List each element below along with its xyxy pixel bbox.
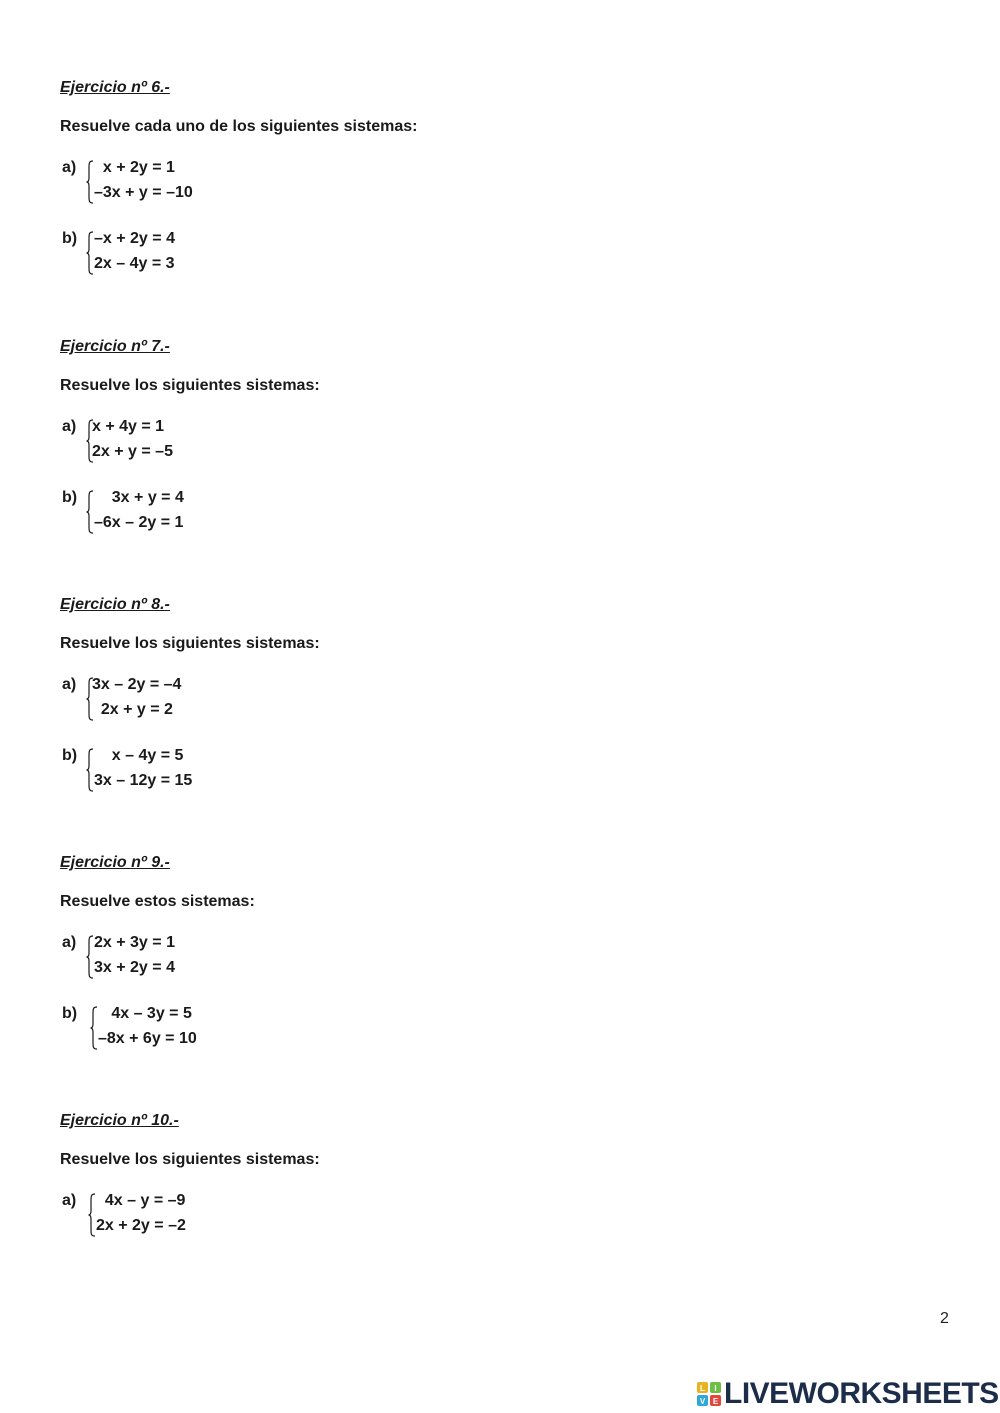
system-label: b) bbox=[62, 230, 78, 247]
system-label: b) bbox=[62, 489, 78, 506]
exercise-instruction: Resuelve estos sistemas: bbox=[60, 893, 255, 910]
svg-text:V: V bbox=[699, 1397, 706, 1406]
exercise-instruction: Resuelve los siguientes sistemas: bbox=[60, 377, 320, 394]
equation-2: 2x + y = –5 bbox=[92, 443, 173, 460]
logo-mark-icon bbox=[697, 1382, 721, 1406]
svg-text:L: L bbox=[700, 1384, 705, 1393]
system-b bbox=[62, 746, 362, 796]
equation-2: –6x – 2y = 1 bbox=[94, 514, 184, 531]
page-number: 2 bbox=[940, 1310, 949, 1327]
exercise-9 bbox=[60, 854, 860, 1047]
equation-2: –8x + 6y = 10 bbox=[98, 1030, 197, 1047]
system-a bbox=[62, 158, 362, 208]
exercise-instruction: Resuelve los siguientes sistemas: bbox=[60, 635, 320, 652]
system-label: a) bbox=[62, 934, 77, 951]
system-a bbox=[62, 933, 362, 983]
brace-icon bbox=[86, 935, 94, 979]
brace-icon bbox=[86, 748, 94, 792]
equation-1: 4x – y = –9 bbox=[96, 1192, 186, 1209]
equation-2: 2x – 4y = 3 bbox=[94, 255, 175, 272]
exercise-8 bbox=[60, 596, 860, 789]
exercise-title: Ejercicio nº 8.- bbox=[60, 596, 170, 613]
system-label: a) bbox=[62, 418, 77, 435]
system-b bbox=[62, 488, 362, 538]
exercise-instruction: Resuelve cada uno de los siguientes sistemas: bbox=[60, 118, 418, 135]
equation-1: –x + 2y = 4 bbox=[94, 230, 175, 247]
exercise-7 bbox=[60, 338, 860, 531]
equation-2: 3x – 12y = 15 bbox=[94, 772, 193, 789]
svg-text:I: I bbox=[714, 1384, 717, 1393]
brace-icon bbox=[90, 1006, 98, 1050]
brace-icon bbox=[86, 160, 94, 204]
system-label: a) bbox=[62, 1192, 77, 1209]
exercise-6 bbox=[60, 79, 860, 272]
logo-text: LIVEWORKSHEETS bbox=[724, 1377, 999, 1410]
system-label: a) bbox=[62, 159, 77, 176]
system-label: b) bbox=[62, 747, 78, 764]
system-a bbox=[62, 675, 362, 725]
system-b bbox=[62, 1004, 362, 1054]
equation-2: 2x + 2y = –2 bbox=[96, 1217, 186, 1234]
equation-2: 3x + 2y = 4 bbox=[94, 959, 175, 976]
exercise-title: Ejercicio nº 9.- bbox=[60, 854, 170, 871]
system-label: b) bbox=[62, 1005, 78, 1022]
exercise-instruction: Resuelve los siguientes sistemas: bbox=[60, 1151, 320, 1168]
equation-1: x + 2y = 1 bbox=[94, 159, 175, 176]
system-a bbox=[62, 1191, 362, 1241]
exercise-10 bbox=[60, 1112, 860, 1234]
system-a bbox=[62, 417, 362, 467]
exercise-title: Ejercicio nº 7.- bbox=[60, 338, 170, 355]
brace-icon bbox=[88, 1193, 96, 1237]
system-b bbox=[62, 229, 362, 279]
equation-1: 3x + y = 4 bbox=[94, 489, 184, 506]
equation-1: 3x – 2y = –4 bbox=[92, 676, 182, 693]
brace-icon bbox=[86, 231, 94, 275]
equation-2: 2x + y = 2 bbox=[92, 701, 173, 718]
equation-1: 4x – 3y = 5 bbox=[98, 1005, 192, 1022]
brace-icon bbox=[86, 490, 94, 534]
liveworksheets-logo[interactable] bbox=[697, 1378, 997, 1410]
equation-1: 2x + 3y = 1 bbox=[94, 934, 175, 951]
equation-1: x + 4y = 1 bbox=[92, 418, 165, 435]
equation-1: x – 4y = 5 bbox=[94, 747, 184, 764]
svg-text:E: E bbox=[712, 1397, 719, 1406]
exercise-title: Ejercicio nº 10.- bbox=[60, 1112, 179, 1129]
exercise-title: Ejercicio nº 6.- bbox=[60, 79, 170, 96]
system-label: a) bbox=[62, 676, 77, 693]
equation-2: –3x + y = –10 bbox=[94, 184, 193, 201]
